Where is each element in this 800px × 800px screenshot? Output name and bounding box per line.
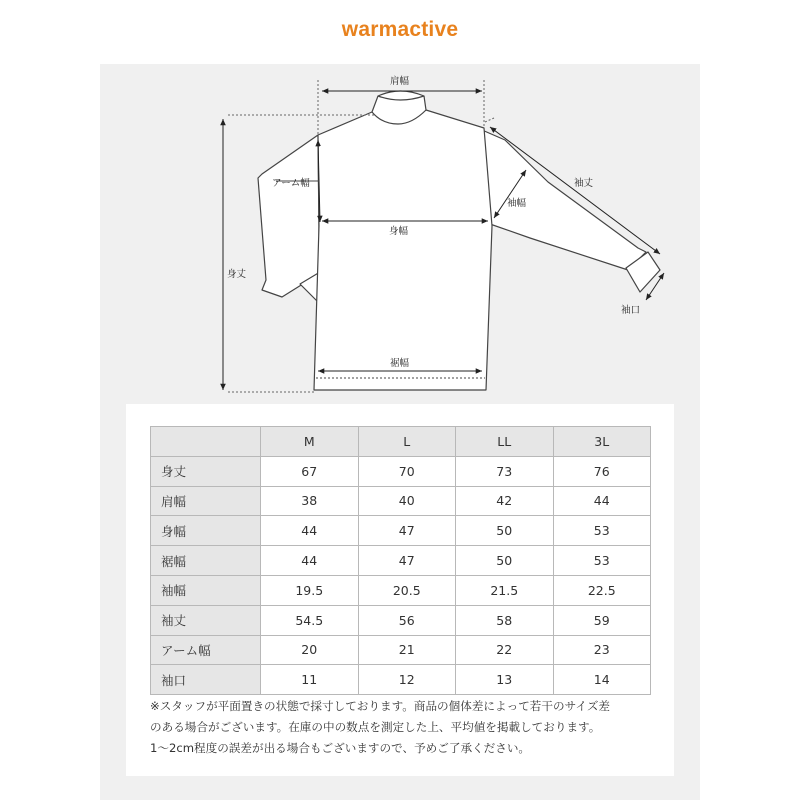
table-header-cell: L [358, 427, 456, 457]
row-label: 身幅 [151, 516, 261, 546]
table-cell: 73 [456, 456, 554, 486]
label-body-width: 身幅 [389, 226, 409, 237]
label-cuff: 袖口 [621, 305, 641, 316]
size-table-card [126, 404, 674, 776]
table-header-cell: LL [456, 427, 554, 457]
row-label: アーム幅 [151, 635, 261, 665]
note-line: のある場合がございます。在庫の中の数点を測定した上、平均値を掲載しております。 [150, 720, 601, 734]
row-label: 袖丈 [151, 605, 261, 635]
table-cell: 40 [358, 486, 456, 516]
table-cell: 58 [456, 605, 554, 635]
label-body-length: 身丈 [227, 269, 247, 280]
table-cell: 22.5 [553, 575, 651, 605]
table-cell: 21 [358, 635, 456, 665]
table-cell: 44 [553, 486, 651, 516]
table-header-row [151, 427, 651, 457]
table-cell: 50 [456, 546, 554, 576]
table-cell: 20 [261, 635, 359, 665]
table-cell: 76 [553, 456, 651, 486]
table-row [151, 456, 651, 486]
table-cell: 50 [456, 516, 554, 546]
label-sleeve-length: 袖丈 [574, 178, 594, 189]
label-sleeve-width: 袖幅 [507, 198, 527, 209]
table-row [151, 575, 651, 605]
table-row [151, 486, 651, 516]
table-cell: 22 [456, 635, 554, 665]
table-cell: 21.5 [456, 575, 554, 605]
row-label: 裾幅 [151, 546, 261, 576]
table-cell: 11 [261, 665, 359, 695]
label-hem-width: 裾幅 [390, 358, 410, 369]
table-cell: 12 [358, 665, 456, 695]
table-cell: 20.5 [358, 575, 456, 605]
table-header-cell: 3L [553, 427, 651, 457]
table-cell: 38 [261, 486, 359, 516]
row-label: 袖口 [151, 665, 261, 695]
label-shoulder-width: 肩幅 [390, 76, 410, 87]
table-cell: 53 [553, 546, 651, 576]
table-row [151, 665, 651, 695]
row-label: 袖幅 [151, 575, 261, 605]
row-label: 身丈 [151, 456, 261, 486]
table-cell: 56 [358, 605, 456, 635]
shirt-outline [258, 91, 660, 390]
table-cell: 19.5 [261, 575, 359, 605]
table-cell: 47 [358, 546, 456, 576]
row-label: 肩幅 [151, 486, 261, 516]
table-row [151, 516, 651, 546]
note-line: 1〜2cm程度の誤差が出る場合もございますので、予めご了承ください。 [150, 741, 531, 755]
size-chart-table [150, 426, 651, 695]
brand-logo: warmactive [341, 18, 459, 41]
table-cell: 14 [553, 665, 651, 695]
table-header-cell: M [261, 427, 359, 457]
table-row [151, 635, 651, 665]
table-cell: 42 [456, 486, 554, 516]
measurement-note [150, 696, 654, 759]
table-cell: 13 [456, 665, 554, 695]
table-cell: 47 [358, 516, 456, 546]
table-cell: 70 [358, 456, 456, 486]
table-cell: 23 [553, 635, 651, 665]
note-line: ※スタッフが平面置きの状態で採寸しております。商品の個体差によって若干のサイズ差 [150, 699, 611, 713]
table-cell: 67 [261, 456, 359, 486]
table-cell: 53 [553, 516, 651, 546]
table-row [151, 605, 651, 635]
label-arm-width: アーム幅 [272, 178, 310, 189]
table-cell: 54.5 [261, 605, 359, 635]
table-row [151, 546, 651, 576]
table-cell: 44 [261, 516, 359, 546]
table-cell: 44 [261, 546, 359, 576]
table-header-corner [151, 427, 261, 457]
table-cell: 59 [553, 605, 651, 635]
